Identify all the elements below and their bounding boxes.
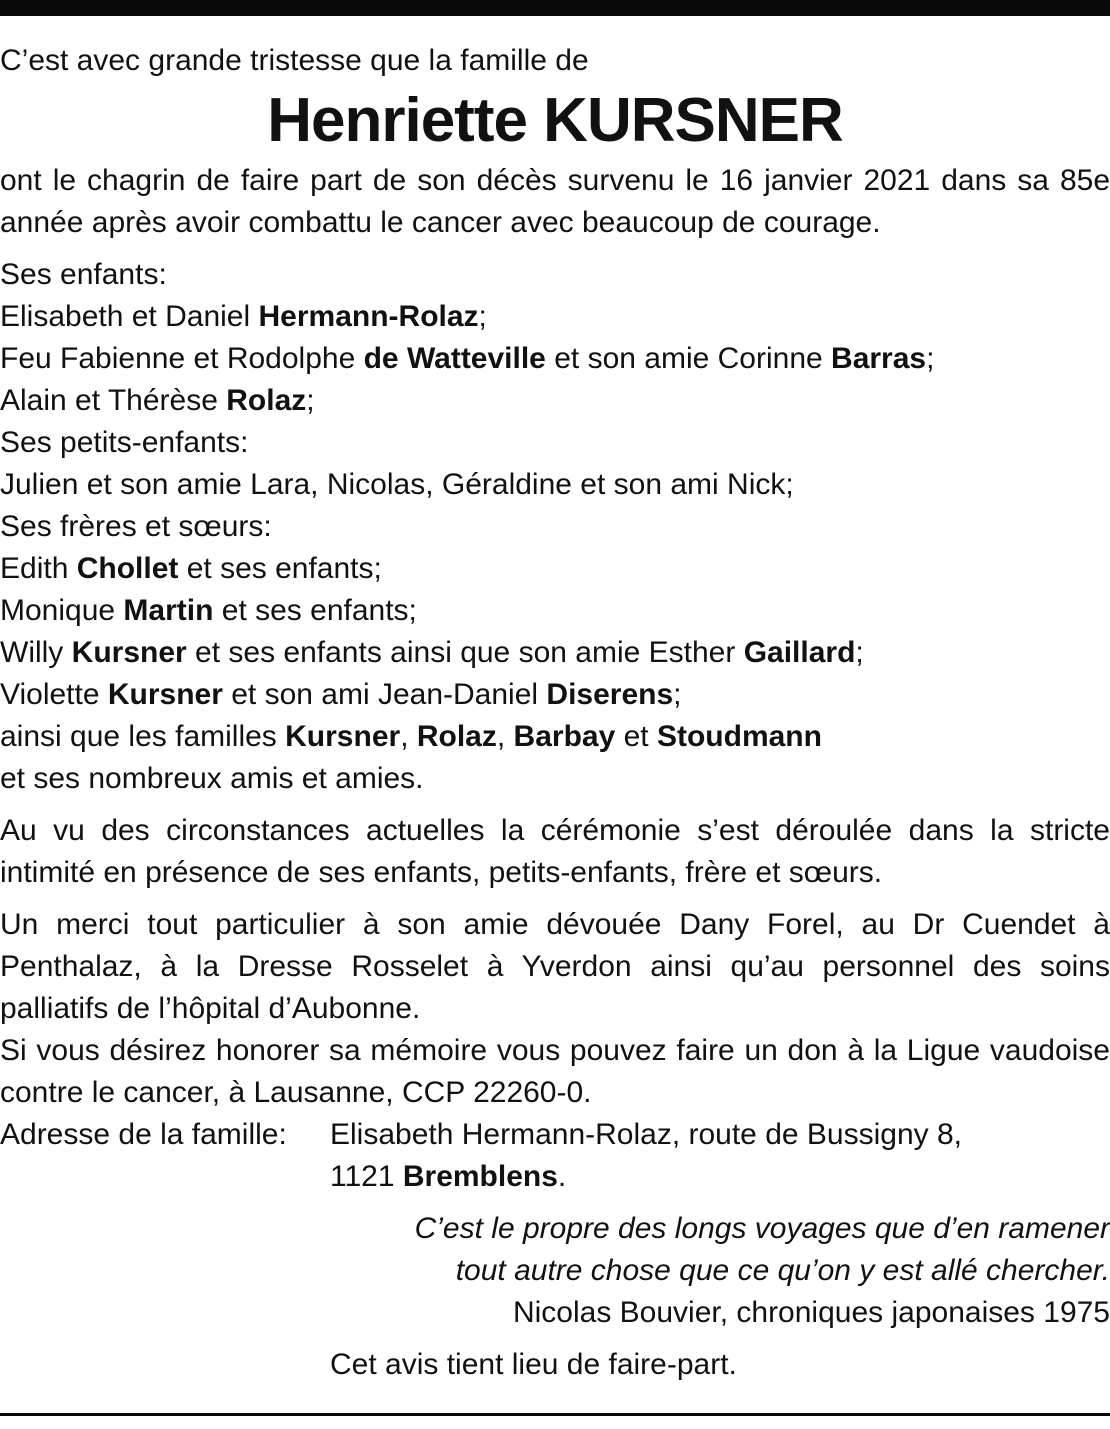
- family-list: [0, 254, 1110, 800]
- quote-source: Nicolas Bouvier, chroniques japonaises 1975: [512, 1296, 1110, 1329]
- thanks-text: Un merci tout particulier à son amie dévouée Dany Forel, au Dr Cuendet à Penthalaz, à la Dresse Rosselet à Yverdon ainsi qu’au personnel des soins palliatifs de l’hôpital d’Aubonne.: [0, 908, 1110, 1025]
- closing-text: Cet avis tient lieu de faire-part.: [330, 1348, 737, 1381]
- top-rule: [0, 0, 1110, 16]
- friends-line: et ses nombreux amis et amies.: [0, 762, 424, 795]
- epigraph: [0, 1208, 1110, 1334]
- ceremony-text: Au vu des circonstances actuelles la cérémonie s’est déroulée dans la stricte intimité en présence de ses enfants, petits-enfants, frère et sœurs.: [0, 814, 1110, 889]
- intro-text: C’est avec grande tristesse que la famille de: [0, 44, 589, 77]
- quote-line: C’est le propre des longs voyages que d’en ramener: [414, 1212, 1110, 1245]
- siblings-heading: Ses frères et sœurs:: [0, 510, 272, 543]
- address-label: Adresse de la famille:: [0, 1118, 287, 1151]
- address-value: Elisabeth Hermann-Rolaz, route de Bussigny 8, 1121 Bremblens.: [330, 1118, 962, 1193]
- donation-text: Si vous désirez honorer sa mémoire vous pouvez faire un don à la Ligue vaudoise contre le cancer, à Lausanne, CCP 22260-0.: [0, 1034, 1110, 1109]
- obituary-notice: [0, 40, 1110, 1386]
- grandchildren-heading: Ses petits-enfants:: [0, 426, 249, 459]
- family-line: Alain et Thérèse Rolaz;: [0, 384, 315, 417]
- quote-line: tout autre chose que ce qu’on y est allé chercher.: [455, 1254, 1110, 1287]
- deceased-name: Henriette KURSNER: [267, 86, 843, 155]
- announcement-text: ont le chagrin de faire part de son décès survenu le 16 janvier 2021 dans sa 85e année après avoir combattu le cancer avec beaucoup de courage.: [0, 164, 1110, 239]
- family-line: Violette Kursner et son ami Jean-Daniel Diserens;: [0, 678, 682, 711]
- family-line: Elisabeth et Daniel Hermann-Rolaz;: [0, 300, 487, 333]
- family-line: Willy Kursner et ses enfants ainsi que son amie Esther Gaillard;: [0, 636, 864, 669]
- family-line: Feu Fabienne et Rodolphe de Watteville et son amie Corinne Barras;: [0, 342, 935, 375]
- families-line: ainsi que les familles Kursner, Rolaz, Barbay et Stoudmann: [0, 720, 822, 753]
- children-heading: Ses enfants:: [0, 258, 167, 291]
- family-line: Monique Martin et ses enfants;: [0, 594, 417, 627]
- family-line: Edith Chollet et ses enfants;: [0, 552, 382, 585]
- bottom-rule: [0, 1413, 1110, 1416]
- family-address: [0, 1114, 1110, 1198]
- grandchildren-line: Julien et son amie Lara, Nicolas, Géraldine et son ami Nick;: [0, 468, 794, 501]
